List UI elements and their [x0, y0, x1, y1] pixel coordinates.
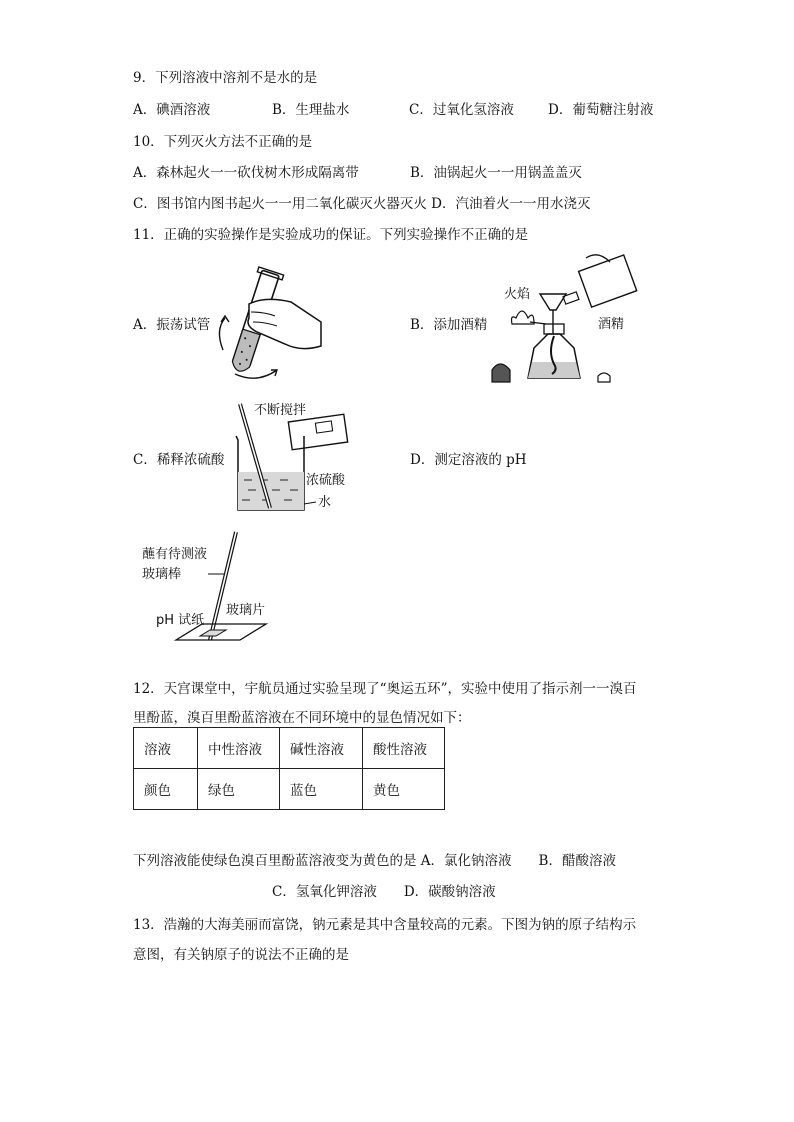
- q11-stem: 11．正确的实验操作是实验成功的保证。下列实验操作不正确的是: [133, 227, 529, 243]
- figure-measure-ph: [140, 528, 290, 653]
- q10-stem: 10．下列灭火方法不正确的是: [133, 134, 313, 150]
- label-water: 水: [318, 495, 332, 510]
- table-cell: 中性溶液: [198, 728, 280, 769]
- label-flame: 火焰: [504, 287, 531, 302]
- q12-stem-line2: 里酚蓝，溴百里酚蓝溶液在不同环境中的显色情况如下：: [133, 710, 471, 726]
- q10-option-a: A．森林起火一一砍伐树木形成隔离带: [133, 165, 359, 181]
- table-row: [134, 728, 445, 769]
- q10-option-cd: C．图书馆内图书起火一一用二氧化碳灭火器灭火 D．汽油着火一一用水浇灭: [133, 196, 591, 212]
- q12-stem-line1: 12．天宫课堂中，宇航员通过实验呈现了“奥运五环”，实验中使用了指示剂一一溴百: [133, 681, 637, 697]
- q9-option-c: C．过氧化氢溶液: [409, 102, 514, 118]
- hand-icon: [248, 299, 321, 348]
- label-acid: 浓硫酸: [306, 473, 346, 488]
- beaker-icon: [236, 436, 316, 510]
- label-alcohol: 酒精: [598, 317, 625, 332]
- table-cell: 溶液: [134, 728, 198, 769]
- label-dip: 蘸有待测液: [142, 547, 208, 562]
- q9-stem: 9．下列溶液中溶剂不是水的是: [133, 70, 318, 86]
- table-cell: 绿色: [198, 769, 280, 810]
- figure-shaking-test-tube: [205, 262, 330, 387]
- q9-option-d: D．葡萄糖注射液: [548, 102, 654, 118]
- table-row: [134, 769, 445, 810]
- table-cell: 酸性溶液: [363, 728, 445, 769]
- q11-option-d: D．测定溶液的 pH: [410, 452, 527, 468]
- table-cell: 碱性溶液: [280, 728, 363, 769]
- q12-options-line2: C．氢氧化钾溶液 D．碳酸钠溶液: [272, 884, 496, 900]
- alcohol-lamp-icon: [528, 324, 580, 378]
- flame-icon: [512, 311, 547, 324]
- q10-option-b: B．油锅起火一一用锅盖盖灭: [410, 165, 582, 181]
- label-ph-paper: pH 试纸: [156, 613, 205, 628]
- table-cell: 蓝色: [280, 769, 363, 810]
- table-cell: 黄色: [363, 769, 445, 810]
- label-glass: 玻璃片: [226, 603, 266, 618]
- label-stir: 不断搅拌: [254, 403, 307, 418]
- figure-adding-alcohol: [488, 252, 648, 392]
- table-cell: 颜色: [134, 769, 198, 810]
- acid-bottle-icon: [288, 414, 347, 450]
- q11-option-b: B．添加酒精: [410, 317, 488, 333]
- alcohol-bottle-icon: [563, 255, 637, 307]
- indicator-color-table: [133, 727, 445, 810]
- q9-option-b: B．生理盐水: [272, 102, 350, 118]
- q12-question-line: 下列溶液能使绿色溴百里酚蓝溶液变为黄色的是 A．氯化钠溶液 B．醋酸溶液: [133, 853, 616, 869]
- q11-option-c: C．稀释浓硫酸: [133, 452, 225, 468]
- q11-option-a: A．振荡试管: [133, 317, 211, 333]
- label-rod: 玻璃棒: [142, 567, 182, 582]
- q13-stem-line1: 13．浩瀚的大海美丽而富饶，钠元素是其中含量较高的元素。下图为钠的原子结构示: [133, 917, 637, 933]
- q9-option-a: A．碘酒溶液: [133, 102, 211, 118]
- figure-diluting-acid: [228, 398, 378, 516]
- q13-stem-line2: 意图，有关钠原子的说法不正确的是: [133, 947, 349, 963]
